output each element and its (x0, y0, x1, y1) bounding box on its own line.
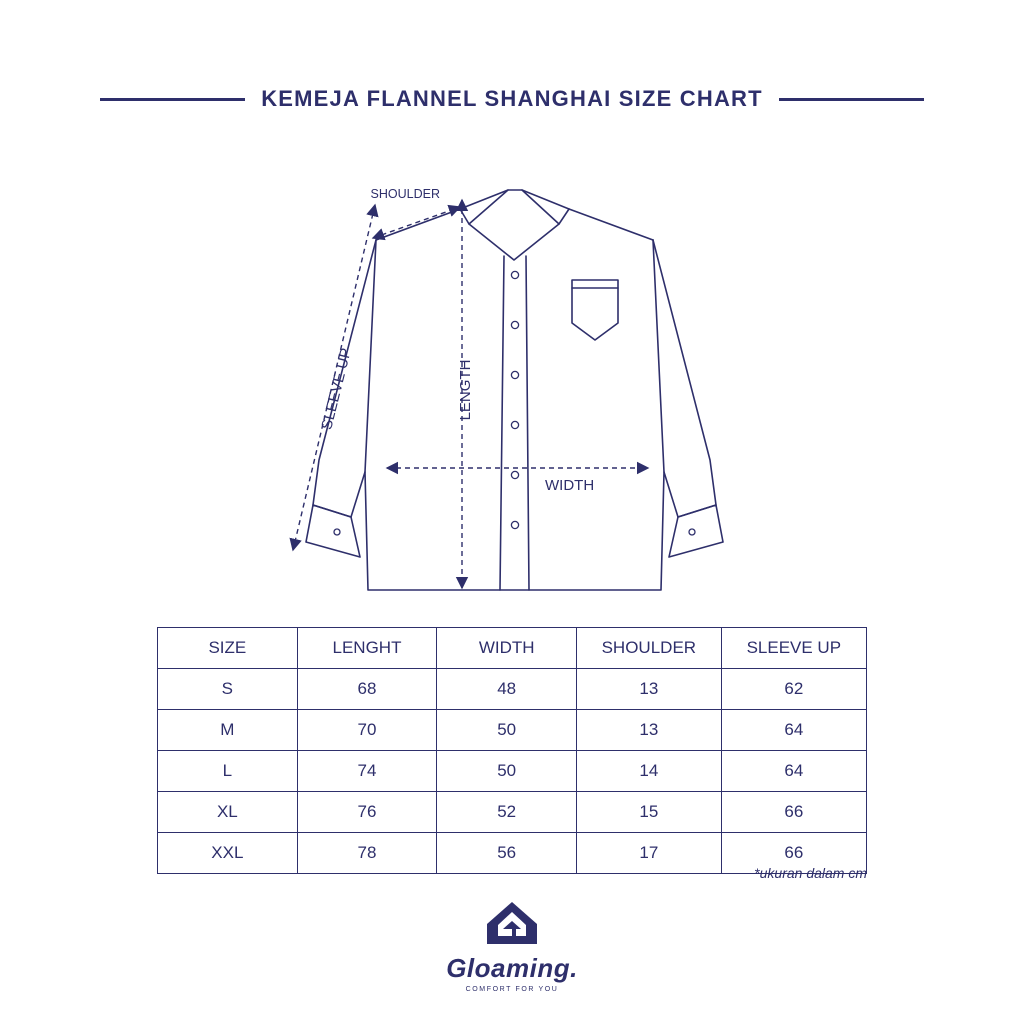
cell-lenght: 74 (297, 751, 437, 792)
column-header-lenght: LENGHT (297, 628, 437, 669)
brand-logo-icon (0, 900, 1024, 951)
cell-shoulder: 15 (577, 792, 722, 833)
shoulder-seams (376, 209, 653, 240)
cell-width: 52 (437, 792, 577, 833)
right-sleeve-outline (653, 240, 716, 517)
placket (500, 256, 529, 590)
cell-sleeve-up: 66 (721, 792, 866, 833)
chest-pocket (572, 280, 618, 340)
column-header-size: SIZE (158, 628, 298, 669)
table-row (158, 669, 867, 710)
cell-sleeve-up: 64 (721, 751, 866, 792)
page-title-wrap (100, 78, 924, 120)
column-header-shoulder: SHOULDER (577, 628, 722, 669)
column-header-sleeve-up: SLEEVE UP (721, 628, 866, 669)
cell-size: S (158, 669, 298, 710)
column-header-width: WIDTH (437, 628, 577, 669)
cell-shoulder: 13 (577, 710, 722, 751)
table-row (158, 710, 867, 751)
brand-tagline: COMFORT FOR YOU (465, 986, 559, 993)
cell-width: 50 (437, 751, 577, 792)
cell-lenght: 78 (297, 833, 437, 874)
brand-name: Gloaming. (446, 953, 578, 983)
width-label: WIDTH (545, 477, 595, 494)
length-label: LENGTH (457, 359, 474, 421)
shoulder-label: SHOULDER (370, 187, 440, 201)
cell-width: 50 (437, 710, 577, 751)
cell-sleeve-up: 64 (721, 710, 866, 751)
cell-lenght: 68 (297, 669, 437, 710)
sleeve-up-label: SLEEVE UP (318, 346, 355, 432)
cell-shoulder: 14 (577, 751, 722, 792)
shirt-diagram (255, 160, 775, 615)
cell-size: XXL (158, 833, 298, 874)
cell-size: XL (158, 792, 298, 833)
page-title: KEMEJA FLANNEL SHANGHAI SIZE CHART (245, 78, 779, 120)
cell-size: L (158, 751, 298, 792)
shoulder-guide (373, 207, 460, 238)
size-chart-table (157, 627, 867, 874)
cell-width: 56 (437, 833, 577, 874)
shirt-body (365, 240, 664, 590)
cell-lenght: 70 (297, 710, 437, 751)
page-header (100, 78, 924, 120)
table-header-row (158, 628, 867, 669)
cell-width: 48 (437, 669, 577, 710)
collar-edges (460, 209, 569, 224)
button-row (511, 271, 518, 528)
table-row (158, 751, 867, 792)
cell-size: M (158, 710, 298, 751)
cell-sleeve-up: 62 (721, 669, 866, 710)
cuff-buttons (334, 529, 695, 535)
cell-shoulder: 13 (577, 669, 722, 710)
brand-block (0, 900, 1024, 993)
cell-sleeve-up: 66 (721, 833, 866, 874)
size-chart-table-wrap (157, 627, 867, 874)
collar-top (460, 190, 569, 209)
cell-lenght: 76 (297, 792, 437, 833)
table-row (158, 792, 867, 833)
units-note: *ukuran dalam cm (754, 865, 867, 881)
cell-shoulder: 17 (577, 833, 722, 874)
